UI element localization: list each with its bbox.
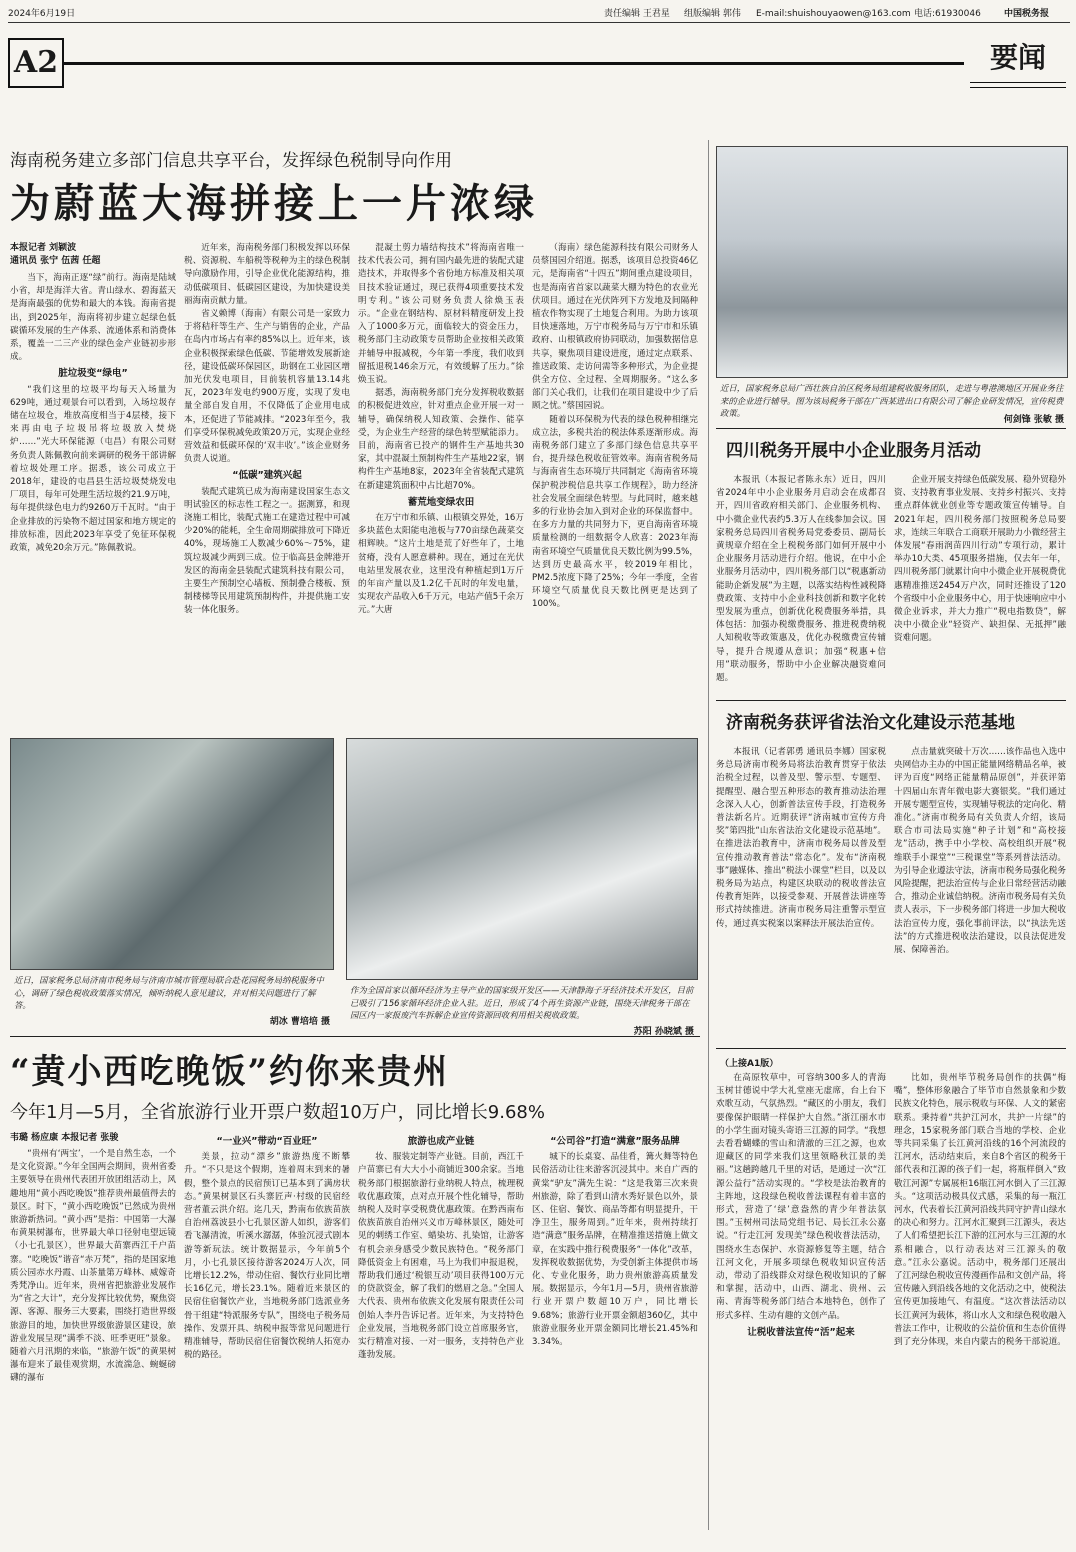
continued-column-2 bbox=[894, 1072, 1066, 1538]
continued-rule bbox=[716, 1048, 1066, 1049]
lead-paragraph: “我们这里的垃圾平均每天入场量为629吨，通过观景台可以看到，入场垃圾存储在垃圾仓，堆放高度相当于4层楼，接下来再由电子垃圾吊将垃圾放入焚烧炉……”光大环保能源（屯昌）有限公司财务负责人陈佩教向前来调研的税务干部讲解着垃圾处理工序。据悉，该公司成立于2018年，建设的屯昌县生活垃圾焚烧发电厂项目，每年可处理生活垃圾约21.9万吨，每年提供绿色电力约9260万千瓦时。“由于企业排放的污染物不超过国家和地方规定的排放标准，因此2023年享受了免征环保税政策，减免20余万元。”陈佩教说。 bbox=[10, 384, 176, 554]
lead-paragraph: 在万宁市和乐镇、山根镇交界处，16万多块蓝色太阳能电池板与770亩绿色蔬菜交相辉映。“这片土地是荒了好些年了，土地贫瘠，没有人愿意耕种。现在，通过在光伏电站里发展农业，这里没有种植起到1万斤的年亩产量以及1.2亿千瓦时的年发电量，实现农产品收入6千万元，电站产值5千余万元。”大唐 bbox=[358, 513, 524, 616]
lead-byline-correspondents: 通讯员 张宁 伍茜 任超 bbox=[10, 256, 101, 266]
sichuan-rule bbox=[716, 428, 1066, 429]
sichuan-paragraph: 本报讯（本报记者陈永东）近日，四川省2024年中小企业服务月启动会在成都召开，四川省政府相关部门、企业服务机构、中小微企业代表约5.3万人在线参加会议。国家税务总局四川省税务局党委委员、副局长黄规章介绍在全上税税务部门如何开展中小企业服务月活动进行介绍。他说，在中小企业服务月活动中，四川税务部门以“税惠新动能助企新发展”为主题，以落实结构性减税降费政策、支持中小企业科技创新和数字化转型发展为重点，创新优化税费服务举措，具体包括：加强办税缴费服务、推进税费纳税人知税收等政策惠及，优化办税缴费宣传辅导，提升合规遵从意识；加强“税惠+信用”联动服务，帮助中小企业解决融资难问题。 bbox=[716, 475, 886, 684]
photo-lab-visit bbox=[716, 146, 1068, 378]
lead-paragraph: 随着以环保税为代表的绿色税种相继完成立法，多税共治的税法体系逐渐形成。海南税务部门建立了多部门绿色信息共享平台，提升绿色税收征管效率。海南省税务局与海南省生态环境厅共同制定《海南省环境保护税涉税信息共享工作规程》，助力经济社会发展全面绿色转型。与此同时，越来越多的行业协会加入到对企业的环保监督中。在多方力量的共同努力下，更自海南省环境质量检测的一组数据令人欣喜：2023年海南省环境空气质量优良天数比例为99.5%，达到历史最高水平，较2019年相比，PM2.5浓度下降了25%；今年一季度，全省环境空气质量优良天数比例更是达到了100%。 bbox=[532, 414, 698, 610]
travel-column-2 bbox=[184, 1132, 350, 1538]
layout-editor: 组版编辑 郭伟 bbox=[684, 9, 741, 19]
continued-paragraph: 在高原牧草中，可容纳300多人的青海玉树甘德说中学大礼堂座无虚席，台上台下欢歌互动，气氛热烈。“藏区的小朋友，我们要像保护眼睛一样保护大自然。”浙江丽水市的小学生面对镜头寄语三江源的同学。“我想去看看蝴蝶的雪山和清澈的三江之源，也欢迎藏区的同学来我们这里领略秋江景的美丽。”这趟跨越几千里的对话，是通过一次“江源公益行”活动实现的。“学校是法治教育的主阵地，这段绿色税收普法课程有着丰富的形式，营造了‘绿’意盎然的青少年普法氛围。”玉树州司法局党组书记、局长江永公嘉说。“行走江河 发现美”绿色税收普法活动，围绕水生态保护、水资源修复等主题，结合江河文化，开展多项绿色税收知识宣传活动，带动了沿线群众对绿色税收知识的了解和掌握，活动中，山西、湖北、贵州、云南、青海等税务部门结合本地特色，创作了形式多样、生动有趣的文创产品。 bbox=[716, 1073, 886, 1321]
travel-inner-head-3: “公司谷”打造“满意”服务品牌 bbox=[550, 1136, 680, 1147]
responsible-editor: 责任编辑 王君星 bbox=[604, 9, 670, 19]
issue-date: 2024年6月19日 bbox=[8, 9, 76, 19]
section-rule bbox=[64, 62, 964, 65]
lead-paragraph: 当下，海南正逐“绿”前行。海南是陆域小省，却是海洋大省。青山绿水、碧海蓝天是海南最强的优势和最大的本钱。海南省提出，到2025年，海南将初步建立起绿色低碳循环发展的生产体系、流通体系和消费体系，覆盖一二三产业的绿色金产业链初步形成。 bbox=[10, 273, 176, 363]
lead-paragraph: 混凝土剪力墙结构技术”将海南省唯一技术代表公司，拥有国内最先进的装配式建造技术，并取得多个省份地方标准及相关项目技术验证通过，现已获得4项重要技术发明专利。”该公司财务负责人徐焕玉表示。“企业在钢结构、原材料精度研发上投入了1000多万元，面临较大的资金压力，税务部门主动政策专员帮助企业按相关政策并辅导申报减税，今年第一季度，我们收到留抵退税146余万元，有效缓解了压力。”徐焕玉说。 bbox=[358, 243, 524, 386]
lead-column-2 bbox=[184, 242, 350, 722]
continued-paragraph: 比如，贵州毕节税务局创作的扶偶“梅嘴”，整体形象融合了毕节市自然景象和少数民族文化特色，展示税收与环保、人文的紧密联系。秉持着“共护江河水，共护一片绿”的理念，15家税务部门联合当地的学校、企业等共同采集了长江黄河沿线的16个河流段的江河水，活动结束后，来自8个省区的税务干部代表和江源的孩子们一起，将瓶样倒入“致敬江河源”专属展柜16瓶江河水倒入了三江源头。“这项活动极具仪式感，采集的每一瓶江河水，代表着长江黄河沿线共同守护青山绿水的决心和努力。江河水汇聚到三江源头，表达了人们希望把长江下游的江河水与三江源的水系相融合，以行动表达对三江源头的敬意。”江永公嘉说。活动中，税务部门还展出了江河绿色税收宣传漫画作品和文创产品，将宣传融入到沿线各地的文化活动之中，使税法宣传更加接地气、有温度。“这次普法活动以长江黄河为载体，将山水人文和绿色税收融入普法工作中，让税收的公益价值和生态价值得到了充分体现，来自内蒙古的税务干部说道。 bbox=[894, 1073, 1066, 1348]
section-name: 要闻 bbox=[989, 41, 1046, 74]
jinan-headline: 济南税务获评省法治文化建设示范基地 bbox=[726, 713, 1015, 733]
lead-paragraph: 装配式建筑已成为海南建设国家生态文明试验区的标志性工程之一。据测算，和现浇施工相比，装配式施工在建造过程中可减少20%的能耗，全生命周期碳排放可下降近40%，现场施工人数减少60%～75%，建筑垃圾减少两到三成。位于临高县金牌港开发区的海南金县装配式建筑科技有限公司，主要生产预制空心墙板、预制叠合楼板、预制楼梯等民用建筑预制构件，并提供施工安装一体化服务。 bbox=[184, 486, 350, 616]
column-divider bbox=[708, 140, 709, 1530]
jinan-paragraph: 点击量就突破十万次……该作品也入选中央网信办主办的中国正能量网络精品名单，被评为百度“网络正能量精品原创”，并获评第十四届山东青年微电影大赛银奖。“我们通过开展专题型宣传，实现辅导税法的定向化、精准化。”济南市税务局有关负责人介绍，该局联合市司法局实施“种子计划”和“高校接龙”活动，携手中小学校、高校组织开展“税维联手小课堂”“三税课堂”等系列普法活动。为引导企业遵法守法，济南市税务局强化税务风险提醒，把法治宣传与企业日常经营活动融合，推动企业诚信纳税。济南市税务局有关负责人表示，下一步税务部门将进一步加大税收法治宣传力度，强化事前评法，以“执法先送法”的方式推进税收法治建设，以良法促进发展、保障善治。 bbox=[894, 747, 1066, 956]
newspaper-name: 中国税务报 bbox=[1004, 9, 1050, 19]
photo-credit-2: 苏阳 孙晓斌 摄 bbox=[633, 1027, 694, 1037]
lead-subhead-3: 蓄荒地变绿农田 bbox=[407, 496, 475, 508]
lead-paragraph: 近年来，海南税务部门积极发挥以环保税、资源税、车船税等税种为主的绿色税制导向激励作用，引导企业优化能源结构，推动低碳项目、低碳园区建设，为加快建设美丽海南贡献力量。 bbox=[184, 243, 350, 306]
photo-battery-inspection bbox=[10, 738, 334, 970]
travel-rule bbox=[10, 1036, 700, 1037]
lead-paragraph: 据悉，海南税务部门充分发挥税收数据的积极促进效应，针对重点企业开展一对一辅导，确保纳税人知政策、会操作、能享受，为企业生产经营的绿色转型赋能添力。目前，海南省已投产的钢件生产基地共30家，其中混凝土预制构件生产基地22家，钢构件生产基地8家，2023年全省装配式建筑在新建建筑面积中占比超70%。 bbox=[358, 388, 524, 491]
lead-headline: 为蔚蓝大海拼接上一片浓绿 bbox=[10, 180, 538, 227]
travel-paragraph: 妆、服装定制等产业链。目前，西江千户苗寨已有大大小小商铺近300余家。当地税务部门根据旅游行业纳税人特点，梳理税收优惠政策，点对点开展个性化辅导，帮助纳税人及时享受税费优惠政策。在黔西南布依族苗族自治州兴义市万峰林景区，随处可见的刺绣工作室、蜡染坊、扎染馆，让游客有机会亲身感受少数民族特色。“税务部门降低资金上有困难，马上为我们申报退税，帮助我们通过‘税银互动’项目获得100万元的贷款资金，解了我们的燃眉之急。”全国人大代表、贵州布依族文化发展有限责任公司创始人李丹告诉记者。近年来，为支持特色企业发展，当地税务部门设立首席服务官，实行精准对接、一对一服务，支持特色产业蓬勃发展。 bbox=[358, 1152, 524, 1361]
travel-byline: 韦璐 杨应康 本报记者 张骏 bbox=[10, 1133, 119, 1143]
lead-byline-reporter: 本报记者 刘颖波 bbox=[10, 243, 77, 253]
contact-email: E-mail:shuishouyaowen@163.com bbox=[756, 9, 911, 19]
photo-caption-2: 作为全国首家以循环经济为主导产业的国家级开发区——天津静海子牙经济技术开发区，目前已吸引了156家循环经济企业入驻。近日，形成了4个再生资源产业链，围绕天津税务干部在园区内一家报废汽车拆解企业宣传资源回收利用相关税收政策。 bbox=[350, 985, 694, 1020]
sichuan-column-1 bbox=[716, 474, 886, 694]
travel-column-3 bbox=[358, 1132, 524, 1538]
photo-credit-1: 胡冰 曹培培 摄 bbox=[269, 1017, 330, 1027]
jinan-rule bbox=[716, 700, 1066, 701]
photo-caption-3: 近日，国家税务总局广西壮族自治区税务局组建税收服务团队，走进与粤港澳地区开展业务往来的企业进行辅导。图为该局税务干部在广西某进出口有限公司了解企业研发情况，宣传税费政策。 bbox=[720, 383, 1064, 418]
lead-paragraph: （海南）绿色能源科技有限公司财务人员蔡国园介绍道。据悉，该项目总投资46亿元，是海南省“十四五”期间重点建设项目，也是海南省首家以蔬菜大棚为特色的农业光伏项目。通过在光伏阵列下方发地及间隔种植农作物实现了土地复合利用。为助力该项目快速落地，万宁市税务局与万宁市和乐镇政府、山根镇政府协同联动，加强数据信息共享，聚焦项目建设进度，通过定点联系、推送政策、走访问需等多种形式，为企业提供全方位、全过程、全周期服务。“这么多部门关心我们，让我们在项目建设中少了后顾之忧。”蔡国园说。 bbox=[532, 243, 698, 412]
travel-paragraph: “贵州有‘两宝’，一个是自然生态，一个是文化资源。”今年全国两会期间，贵州省委主要领导在贵州代表团开放团组活动上，风趣地用“黄小西吃晚饭”推荐贵州最值得去的景区。时下，“黄小西吃晚饭”已然成为贵州旅游新热词。“黄小西”是指：中国第一大瀑布黄果树瀑布，世界最大单口径射电望远镜（小七孔景区），世界最大苗寨西江千户苗寨。“吃晚饭”谐音“赤万梵”，指的是国家地质公园赤水丹霞、山茶量第万峰林、威嫁奇秀梵净山。近年来，贵州省把旅游业发展作为“省之大计”，充分发挥比较优势，聚焦资源、客源、服务三大要素，围绕打造世界级旅游目的地，加快世界级旅游景区建设，旅游业发展呈现“满季不淡、旺季更旺”景象。随着六月汛期的来临，“旅游午饭”的黄果树瀑布迎来了最佳观赏期，水流湍急、蜿蜒磅礴的瀑布 bbox=[10, 1149, 176, 1384]
travel-subhead: 今年1月—5月，全省旅游行业开票户数超10万户，同比增长9.68% bbox=[10, 1102, 545, 1123]
continued-column-1 bbox=[716, 1072, 886, 1538]
photo-car-dismantling bbox=[346, 738, 698, 980]
photo-credit-3: 何剑锋 张敏 摄 bbox=[1003, 415, 1064, 425]
lead-kicker: 海南税务建立多部门信息共享平台，发挥绿色税制导向作用 bbox=[10, 151, 452, 171]
lead-subhead-2: “低碳”建筑兴起 bbox=[232, 470, 302, 482]
jinan-column-1 bbox=[716, 746, 886, 1042]
continued-subhead: 让税收普法宣传“活”起来 bbox=[747, 1326, 855, 1338]
travel-paragraph: 美景，拉动“漂乡”旅游热度不断攀升。“不只是这个假期，连着周末到来的暑假，整个景点的民宿预订已基本到了满房状态。”黄果树景区石头寨匠声·村级的民宿经营者董云洪介绍。迄几天，黔南布依族苗族自治州荔波县小七孔景区游人如织，游客们看飞瀑清流，听溪水潺潺，体验沉浸式剧本游等新玩法。统计数据显示，今年前5个月，小七孔景区接待游客2024万人次，同比增长12.2%，带动住宿、餐饮行业同比增长16亿元，增长23.1%。随着近来景区的民宿住宿餐饮产业，当地税务部门选派业务骨干组建“特派服务专队”，围绕电子税务局操作、发票开具、纳税申报等常见问题进行精准辅导，帮助民宿住宿餐饮税纳人拓宽办税的路径。 bbox=[184, 1152, 350, 1361]
continued-label: （上接A1版） bbox=[720, 1059, 779, 1069]
page-header bbox=[8, 6, 1070, 23]
section-decor-rule bbox=[970, 82, 1066, 88]
travel-headline: “黄小西吃晚饭”约你来贵州 bbox=[10, 1052, 450, 1092]
travel-paragraph: 城下的长桌宴、品佳肴，篝火舞等特色民俗活动让往来游客沉浸其中。来自广西的黄棠“驴友”满先生说：“这是我第三次来贵州旅游，除了看到山清水秀好景色以外，景区、住宿、餐饮、商品等都有明显提升，干净卫生，服务周到。”近年来，贵州持续打造“满意”服务品牌，在精准推送措施上做文章，在实践中推行税费服务“一体化”改革，发挥税收数据优势，为受创新主体提供市场化、专业化服务，助力贵州旅游高质量发展。数据显示，今年1月—5月，贵州省旅游行业开票户数超10万户，同比增长9.68%；旅游行业开票金额超360亿，其中旅游业服务业开票金额同比增长21.45%和3.34%。 bbox=[532, 1152, 698, 1348]
travel-inner-head-1: “一业兴”带动“百业旺” bbox=[216, 1136, 318, 1147]
lead-column-1 bbox=[10, 272, 176, 722]
lead-paragraph: 省义赖博（海南）有限公司是一家致力于将秸秆等生产、生产与销售的企业，产品在岛内市场占有率约85%以上。近年来，该企业积极探索绿色低碳、节能增效发展新途径，建设低碳环保园区，助钢在工业园区增加光伏发电项目，目前装机容量13.14兆瓦，2023年发电约900万度，实现了发电量全部自发自用，不仅降低了企业用电成本，还促进了节能减排。“2023年至今，我们享受环保税减免政策20万元，实现企业经营效益和低碳环保的‘双丰收’。”该企业财务负责人说道。 bbox=[184, 309, 350, 465]
contact-phone: 电话:61930046 bbox=[914, 9, 981, 19]
photo-caption-1: 近日，国家税务总局济南市税务局与济南市城市管理局联合赴花园税务局纳税服务中心，调研了绿色税收政策落实情况，倾听纳税人意见建议，并对相关问题进行了解答。 bbox=[14, 975, 324, 1010]
lead-column-3 bbox=[358, 242, 524, 722]
sichuan-paragraph: 企业开展支持绿色低碳发展、稳外贸稳外资、支持教育事业发展、支持乡村振兴、支持重点群体就业创业等专题政策宣传辅导。自2021年起，四川税务部门按照税务总局要求，连续三年联合工商联开展助力小微经营主体发展“春雨润苗四川行动”专项行动，累计举办10大类、45项服务措施，仅去年一年，四川税务部门就累计向中小微企业开展税费优惠精准推送2454万户次，同时还推设了120个省级中小企业服务中心，用于快速响应中小微企业诉求，并大力推广“税电指数贷”，解决中小微企业“轻资产、缺担保、无抵押”融资难问题。 bbox=[894, 475, 1066, 644]
jinan-paragraph: 本报讯（记者郭勇 通讯员李娜）国家税务总局济南市税务局将法治教育贯穿于依法治税全过程，以普及型、警示型、专题型、提醒型、融合型五种形态的教育推动法治理念深入人心，创新普法宣传手段，打造税务普法新名片。近期获评“济南城市宣传方舟奖”第四批“山东省法治文化建设示范基地”。在推进法治教育中，济南市税务局以普及型宣传推动教育普法“常态化”。发布“济南税事”融媒体、推出“税法小课堂”栏目，以及以税务局为站点，构建区块联动的税收普法宣传教育矩阵，以接受参观、开展普法讲座等形式持续推进。济南市税务局注重警示型宣传，通过真实税案以案释法开展法治宣传。 bbox=[716, 747, 886, 929]
section-code: A2 bbox=[8, 38, 64, 88]
travel-column-1 bbox=[10, 1148, 176, 1538]
lead-byline bbox=[10, 242, 180, 268]
jinan-column-2 bbox=[894, 746, 1066, 1042]
lead-subhead-1: 脏垃圾变“绿电” bbox=[58, 368, 128, 380]
travel-column-4 bbox=[532, 1132, 698, 1538]
lead-column-4 bbox=[532, 242, 698, 722]
sichuan-headline: 四川税务开展中小企业服务月活动 bbox=[726, 441, 981, 461]
travel-inner-head-2: 旅游也成产业链 bbox=[407, 1136, 475, 1147]
sichuan-column-2 bbox=[894, 474, 1066, 694]
